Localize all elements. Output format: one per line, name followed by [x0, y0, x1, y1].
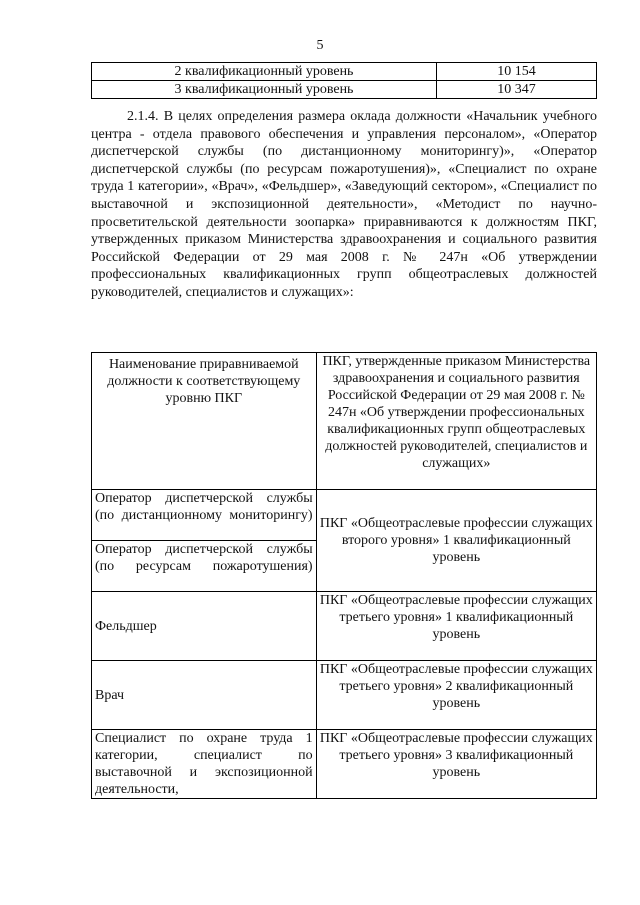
position-cell: Оператор диспетчерской службы (по ресурсам пожаротушения): [92, 541, 317, 592]
table-row: [92, 63, 597, 81]
header-pkg-cell: ПКГ, утвержденные приказом Министерства здравоохранения и социального развития Российской Федерации от 29 мая 2008 г. № 247н «Об утверждении профессиональных квалификационных групп общеотраслевых должностей руководителей, специалистов и служащих»: [316, 353, 596, 490]
salary-level-table: [91, 62, 597, 99]
pkg-cell: ПКГ «Общеотраслевые профессии служащих третьего уровня» 3 квалификационный уровень: [316, 730, 596, 799]
position-cell: Фельдшер: [92, 592, 317, 661]
table-row: [92, 81, 597, 99]
pkg-equivalence-table: [91, 352, 597, 799]
table-row: [92, 661, 597, 730]
level-name-cell: 3 квалификационный уровень: [92, 81, 437, 99]
page-number: 5: [316, 38, 324, 53]
pkg-cell: ПКГ «Общеотраслевые профессии служащих третьего уровня» 2 квалификационный уровень: [316, 661, 596, 730]
pkg-cell: ПКГ «Общеотраслевые профессии служащих второго уровня» 1 квалификационный уровень: [316, 490, 596, 592]
level-name-cell: 2 квалификационный уровень: [92, 63, 437, 81]
table-row: [92, 490, 597, 541]
paragraph-2-1-4: 2.1.4. В целях определения размера оклада должности «Начальник учебного центра - отдела правового обеспечения и управления персоналом», «Оператор диспетчерской службы (по дистанционному мониторингу)», «Оператор диспетчерской службы (по ресурсам пожаротушения)», «Специалист по охране труда 1 категории», «Врач», «Фельдшер», «Заведующий сектором», «Специалист по выставочной и экспозиционной деятельности», «Методист по научно-просветительской деятельности зоопарка» приравниваются к должностям ПКГ, утвержденных приказом Министерства здравоохранения и социального развития Российской Федерации от 29 мая 2008 г. № 247н «Об утверждении профессиональных квалификационных групп общеотраслевых должностей руководителей, специалистов и служащих»:: [91, 109, 597, 300]
position-cell: Специалист по охране труда 1 категории, специалист по выставочной и экспозиционной деятельности,: [92, 730, 317, 799]
level-value-cell: 10 347: [437, 81, 597, 99]
position-cell: Оператор диспетчерской службы (по дистанционному мониторингу): [92, 490, 317, 541]
header-position-cell: Наименование приравниваемой должности к соответствующему уровню ПКГ: [92, 353, 317, 490]
position-cell: Врач: [92, 661, 317, 730]
table-row: [92, 730, 597, 799]
table-row: [92, 592, 597, 661]
table-header-row: [92, 353, 597, 490]
level-value-cell: 10 154: [437, 63, 597, 81]
pkg-cell: ПКГ «Общеотраслевые профессии служащих третьего уровня» 1 квалификационный уровень: [316, 592, 596, 661]
